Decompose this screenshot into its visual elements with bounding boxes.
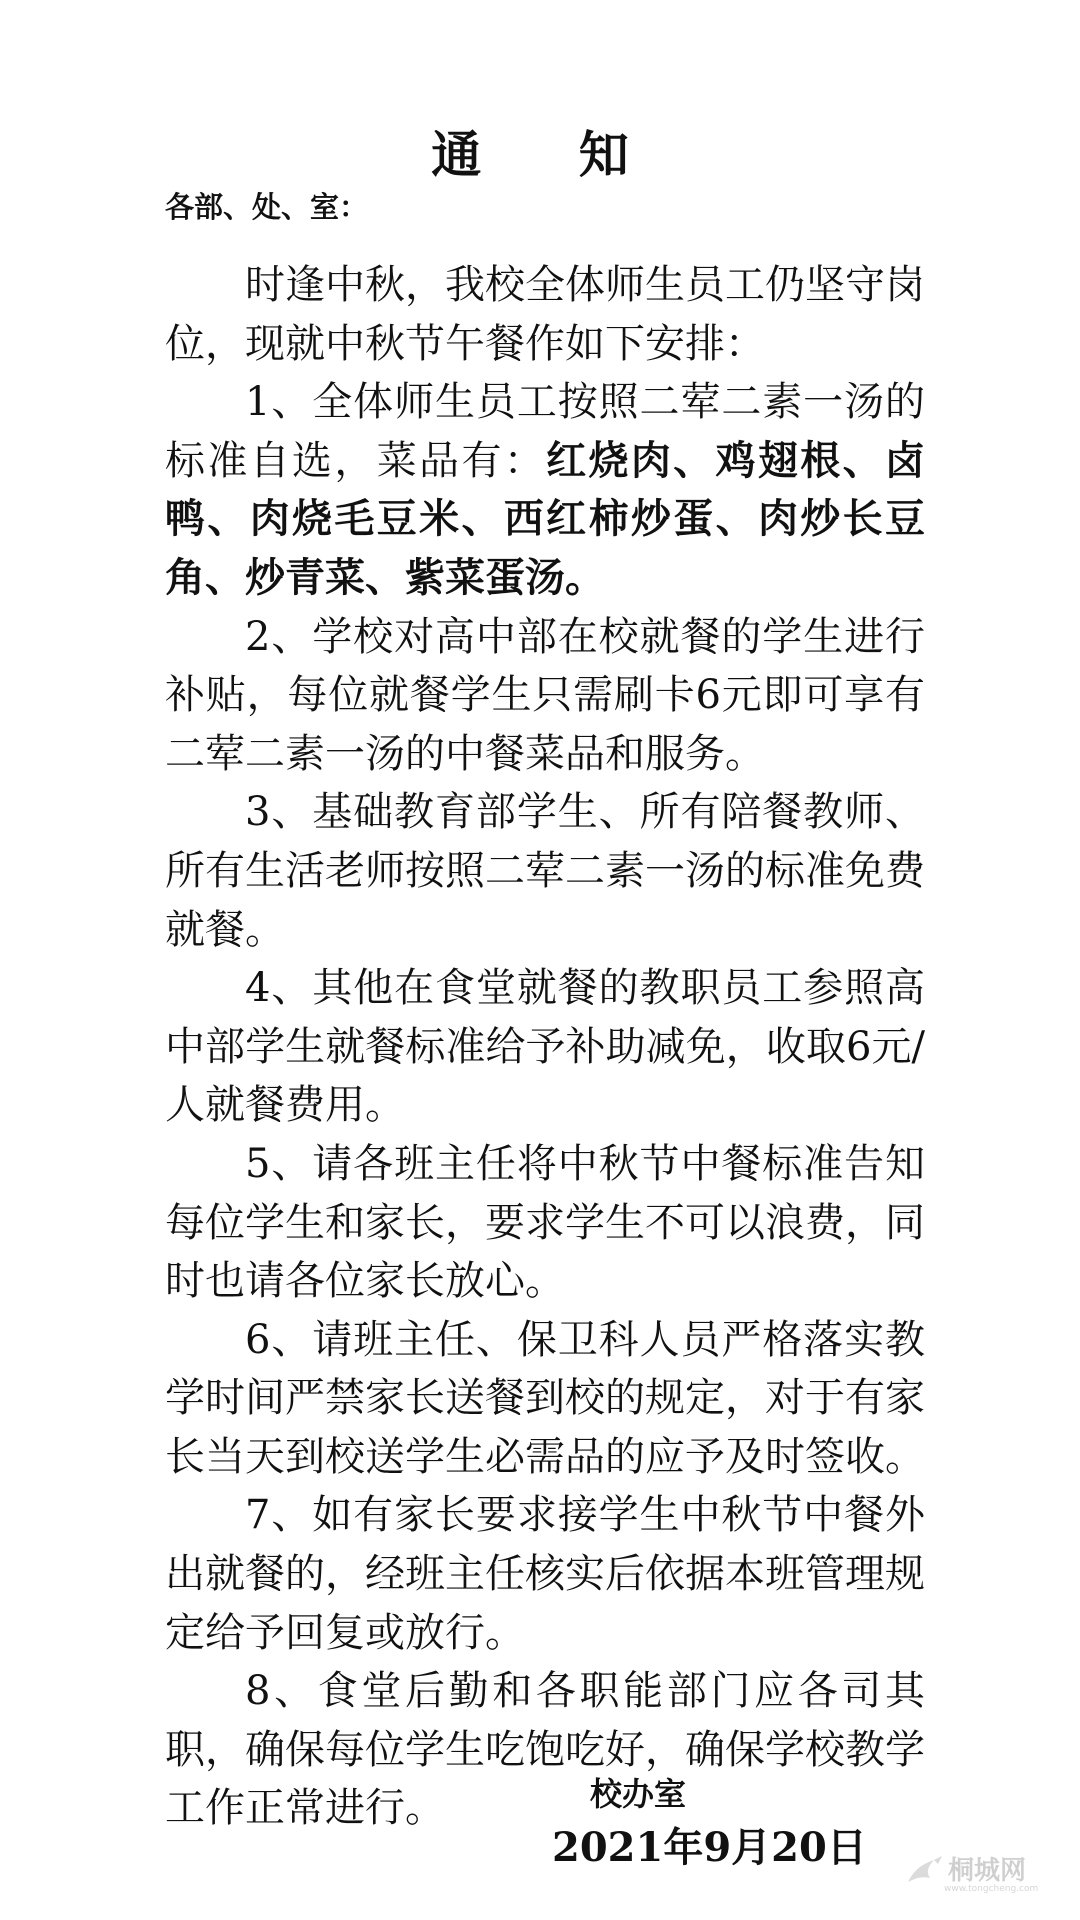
watermark-text: 桐城网	[948, 1856, 1027, 1886]
paragraph-intro: 时逢中秋，我校全体师生员工仍坚守岗位，现就中秋节午餐作如下安排：	[165, 262, 925, 367]
paragraph-item-7: 7、如有家长要求接学生中秋节中餐外出就餐的，经班主任核实后依据本班管理规定给予回复或放行。	[165, 1492, 925, 1656]
paragraph-item-2: 2、学校对高中部在校就餐的学生进行补贴，每位就餐学生只需刷卡6元即可享有二荤二素一汤的中餐菜品和服务。	[165, 613, 925, 777]
notice-title: 通 知	[431, 126, 669, 184]
paragraph-item-8: 8、食堂后勤和各职能部门应各司其职，确保每位学生吃饱吃好，确保学校教学工作正常进行。	[165, 1668, 925, 1832]
salutation: 各部、处、室：	[165, 190, 369, 224]
watermark-url: www.tongcheng.com	[944, 1884, 1039, 1894]
paragraph-item-1	[165, 373, 925, 607]
paragraph-item-5: 5、请各班主任将中秋节中餐标准告知每位学生和家长，要求学生不可以浪费，同时也请各位家长放心。	[165, 1140, 925, 1305]
paragraph-item-6: 6、请班主任、保卫科人员严格落实教学时间严禁家长送餐到校的规定，对于有家长当天到校送学生必需品的应予及时签收。	[165, 1316, 925, 1480]
notice-body	[165, 256, 925, 1838]
issue-date: 2021年9月20日	[552, 1824, 867, 1871]
watermark	[904, 1846, 1072, 1906]
paragraph-item-3: 3、基础教育部学生、所有陪餐教师、所有生活老师按照二荤二素一汤的标准免费就餐。	[165, 789, 925, 953]
dish-list: 红烧肉、鸡翅根、卤鸭、肉烧毛豆米、西红柿炒蛋、肉炒长豆角、炒青菜、紫菜蛋汤。	[165, 437, 926, 601]
bird-logo-icon	[904, 1852, 944, 1892]
signer: 校办室	[590, 1775, 687, 1813]
paragraph-item-4: 4、其他在食堂就餐的教职员工参照高中部学生就餐标准给予补助减免，收取6元/人就餐费用。	[165, 965, 925, 1129]
item-1-text: 1、全体师生员工按照二荤二素一汤的标准自选，菜品有：	[165, 379, 925, 484]
